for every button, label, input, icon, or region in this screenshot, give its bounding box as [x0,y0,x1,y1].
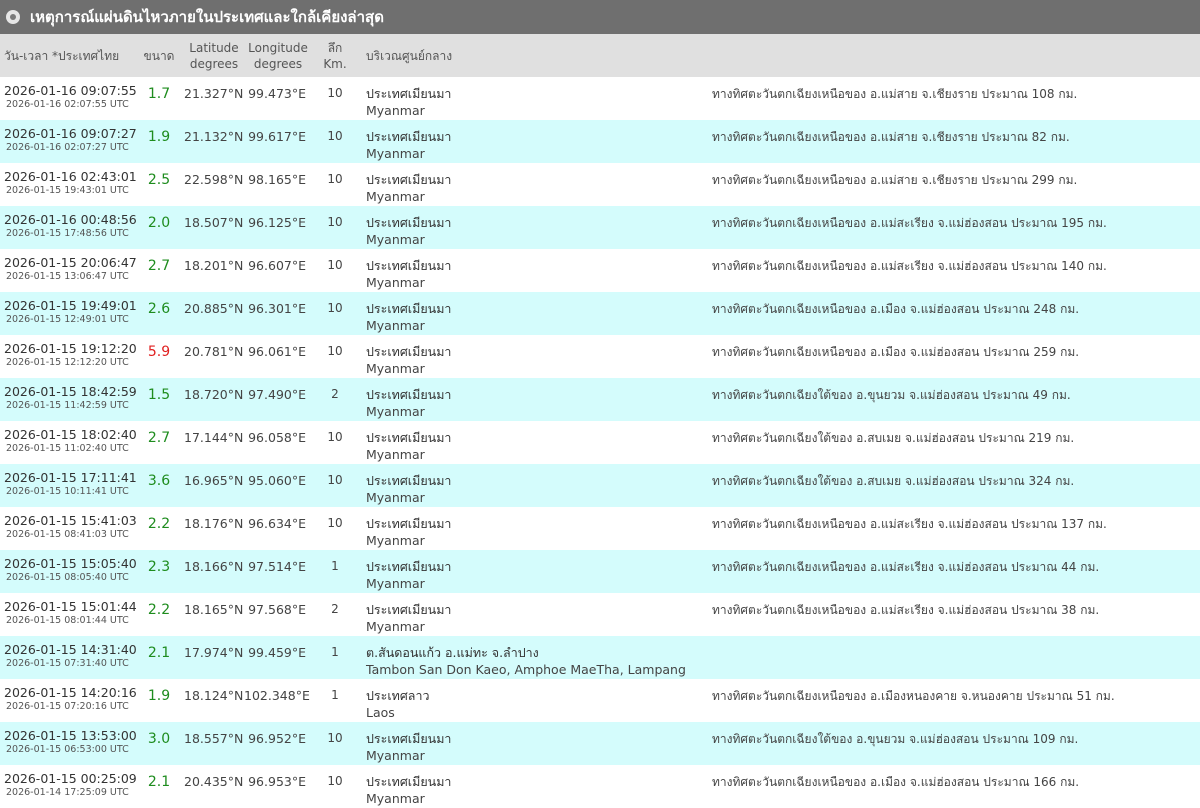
depth-cell: 2 [331,387,339,401]
region-english: Laos [366,705,395,720]
utc-time: 2026-01-15 12:49:01 UTC [6,314,129,325]
magnitude-value: 3.6 [147,473,171,489]
region-thai: ประเทศเมียนมา [366,774,452,789]
region-cell [358,249,712,292]
region-english: Myanmar [366,576,425,591]
datetime-cell [0,292,137,335]
col-magnitude: ขนาด [143,48,175,63]
depth-cell: 10 [327,86,343,100]
local-time: 2026-01-15 18:42:59 [4,384,137,399]
region-cell [358,77,712,120]
depth-cell: 2 [331,602,339,616]
longitude-cell: 99.473°E [248,86,306,101]
longitude-cell: 99.459°E [248,645,306,660]
direction-cell: ทางทิศตะวันตกเฉียงเหนือของ อ.แม่สะเรียง จ.แม่ฮ่องสอน ประมาณ 195 กม. [712,216,1107,230]
table-row[interactable] [0,206,1200,249]
utc-time: 2026-01-16 02:07:27 UTC [6,142,129,153]
latitude-cell: 18.166°N [184,559,244,574]
col-region: บริเวณศูนย์กลาง [366,48,453,63]
magnitude-cell [134,292,184,335]
region-cell [358,163,712,206]
region-english: Myanmar [366,447,425,462]
direction-cell: ทางทิศตะวันตกเฉียงเหนือของ อ.เมืองหนองคาย จ.หนองคาย ประมาณ 51 กม. [712,689,1115,703]
local-time: 2026-01-15 18:02:40 [4,427,137,442]
local-time: 2026-01-15 13:53:00 [4,728,137,743]
latitude-cell: 18.507°N [184,215,244,230]
magnitude-value: 2.2 [147,602,171,618]
magnitude-value: 2.5 [147,172,171,188]
direction-cell: ทางทิศตะวันตกเฉียงเหนือของ อ.แม่สะเรียง จ.แม่ฮ่องสอน ประมาณ 140 กม. [712,259,1107,273]
table-row[interactable] [0,507,1200,550]
table-row[interactable] [0,335,1200,378]
region-thai: ประเทศเมียนมา [366,387,452,402]
magnitude-value: 1.9 [147,688,171,704]
longitude-cell: 97.514°E [248,559,306,574]
page-title: เหตุการณ์แผ่นดินไหวภายในประเทศและใกล้เคียงล่าสุด [30,8,384,26]
magnitude-value: 2.6 [147,301,171,317]
magnitude-cell [134,765,184,808]
table-row[interactable] [0,636,1200,679]
local-time: 2026-01-16 09:07:55 [4,83,137,98]
local-time: 2026-01-15 20:06:47 [4,255,137,270]
datetime-cell [0,249,137,292]
region-cell [358,292,712,335]
col-latitude [184,34,244,77]
magnitude-cell [134,679,184,722]
magnitude-value: 1.7 [147,86,171,102]
direction-cell: ทางทิศตะวันตกเฉียงเหนือของ อ.แม่สะเรียง จ.แม่ฮ่องสอน ประมาณ 137 กม. [712,517,1107,531]
depth-cell: 10 [327,172,343,186]
table-row[interactable] [0,593,1200,636]
longitude-cell: 96.953°E [248,774,306,789]
magnitude-value: 2.0 [147,215,171,231]
col-longitude-line2: degrees [253,56,303,71]
magnitude-value: 2.7 [147,258,171,274]
region-english: Myanmar [366,619,425,634]
local-time: 2026-01-15 19:12:20 [4,341,137,356]
depth-cell: 10 [327,301,343,315]
datetime-cell [0,593,137,636]
region-cell [358,722,712,765]
region-english: Myanmar [366,361,425,376]
magnitude-cell [134,77,184,120]
latitude-cell: 18.201°N [184,258,244,273]
region-cell [358,378,712,421]
longitude-cell: 96.125°E [248,215,306,230]
depth-cell: 10 [327,344,343,358]
region-cell [358,593,712,636]
magnitude-value: 2.1 [147,774,171,790]
utc-time: 2026-01-15 08:05:40 UTC [6,572,129,583]
datetime-cell [0,550,137,593]
direction-cell: ทางทิศตะวันตกเฉียงเหนือของ อ.แม่สะเรียง จ.แม่ฮ่องสอน ประมาณ 38 กม. [712,603,1100,617]
direction-cell: ทางทิศตะวันตกเฉียงเหนือของ อ.แม่สาย จ.เชียงราย ประมาณ 108 กม. [712,87,1078,101]
utc-time: 2026-01-15 12:12:20 UTC [6,357,129,368]
latitude-cell: 16.965°N [184,473,244,488]
region-thai: ประเทศเมียนมา [366,258,452,273]
table-row[interactable] [0,765,1200,808]
region-english: Myanmar [366,533,425,548]
region-english: Tambon San Don Kaeo, Amphoe MaeTha, Lampang [366,662,686,677]
col-latitude-line1: Latitude [189,40,239,55]
table-row[interactable] [0,120,1200,163]
magnitude-value: 3.0 [147,731,171,747]
utc-time: 2026-01-15 19:43:01 UTC [6,185,129,196]
datetime-cell [0,636,137,679]
region-thai: ประเทศเมียนมา [366,430,452,445]
longitude-cell: 95.060°E [248,473,306,488]
table-row[interactable] [0,77,1200,120]
local-time: 2026-01-15 00:25:09 [4,771,137,786]
table-row[interactable] [0,163,1200,206]
datetime-cell [0,722,137,765]
region-cell [358,507,712,550]
col-depth [312,34,358,77]
magnitude-cell [134,378,184,421]
region-thai: ประเทศเมียนมา [366,602,452,617]
latitude-cell: 17.974°N [184,645,244,660]
latitude-cell: 18.720°N [184,387,244,402]
region-thai: ประเทศเมียนมา [366,344,452,359]
datetime-cell [0,421,137,464]
magnitude-cell [134,163,184,206]
depth-cell: 10 [327,129,343,143]
table-row[interactable] [0,292,1200,335]
direction-cell: ทางทิศตะวันตกเฉียงใต้ของ อ.ขุนยวม จ.แม่ฮ่องสอน ประมาณ 109 กม. [712,732,1079,746]
depth-cell: 10 [327,215,343,229]
table-body [0,77,1200,808]
table-row[interactable] [0,679,1200,722]
utc-time: 2026-01-15 07:20:16 UTC [6,701,129,712]
region-thai: ประเทศลาว [366,688,430,703]
region-thai: ประเทศเมียนมา [366,129,452,144]
local-time: 2026-01-16 00:48:56 [4,212,137,227]
utc-time: 2026-01-16 02:07:55 UTC [6,99,129,110]
region-thai: ประเทศเมียนมา [366,559,452,574]
depth-cell: 10 [327,430,343,444]
latitude-cell: 18.165°N [184,602,244,617]
region-cell [358,550,712,593]
local-time: 2026-01-15 15:05:40 [4,556,137,571]
col-longitude [244,34,312,77]
region-cell [358,120,712,163]
col-longitude-line1: Longitude [248,40,308,55]
region-cell [358,421,712,464]
region-thai: ประเทศเมียนมา [366,301,452,316]
magnitude-value: 2.2 [147,516,171,532]
col-datetime: วัน-เวลา *ประเทศไทย [4,48,120,63]
table-row[interactable] [0,722,1200,765]
utc-time: 2026-01-14 17:25:09 UTC [6,787,129,798]
longitude-cell: 96.634°E [248,516,306,531]
col-latitude-line2: degrees [189,56,239,71]
magnitude-cell [134,550,184,593]
direction-cell: ทางทิศตะวันตกเฉียงใต้ของ อ.สบเมย จ.แม่ฮ่องสอน ประมาณ 219 กม. [712,431,1075,445]
datetime-cell [0,378,137,421]
direction-cell: ทางทิศตะวันตกเฉียงเหนือของ อ.แม่สะเรียง จ.แม่ฮ่องสอน ประมาณ 44 กม. [712,560,1100,574]
region-thai: ประเทศเมียนมา [366,86,452,101]
depth-cell: 10 [327,473,343,487]
region-english: Myanmar [366,318,425,333]
page-header [0,0,1200,34]
depth-cell: 10 [327,774,343,788]
utc-time: 2026-01-15 11:02:40 UTC [6,443,129,454]
region-english: Myanmar [366,275,425,290]
table-row[interactable] [0,550,1200,593]
magnitude-value: 2.3 [147,559,171,575]
longitude-cell: 96.301°E [248,301,306,316]
region-cell [358,636,712,679]
direction-cell: ทางทิศตะวันตกเฉียงใต้ของ อ.ขุนยวม จ.แม่ฮ่องสอน ประมาณ 49 กม. [712,388,1071,402]
utc-time: 2026-01-15 13:06:47 UTC [6,271,129,282]
latitude-cell: 18.176°N [184,516,244,531]
longitude-cell: 98.165°E [248,172,306,187]
direction-cell: ทางทิศตะวันตกเฉียงใต้ของ อ.สบเมย จ.แม่ฮ่องสอน ประมาณ 324 กม. [712,474,1075,488]
local-time: 2026-01-15 14:31:40 [4,642,137,657]
utc-time: 2026-01-15 07:31:40 UTC [6,658,129,669]
latitude-cell: 18.557°N [184,731,244,746]
longitude-cell: 96.952°E [248,731,306,746]
local-time: 2026-01-15 17:11:41 [4,470,137,485]
earthquake-table [0,34,1200,808]
region-english: Myanmar [366,791,425,806]
datetime-cell [0,120,137,163]
datetime-cell [0,765,137,808]
table-row[interactable] [0,249,1200,292]
direction-cell: ทางทิศตะวันตกเฉียงเหนือของ อ.แม่สาย จ.เชียงราย ประมาณ 299 กม. [712,173,1078,187]
depth-cell: 10 [327,258,343,272]
magnitude-cell [134,507,184,550]
table-row[interactable] [0,378,1200,421]
bullet-icon [6,10,20,24]
magnitude-value: 1.5 [147,387,171,403]
local-time: 2026-01-15 15:01:44 [4,599,137,614]
region-cell [358,679,712,722]
region-thai: ประเทศเมียนมา [366,215,452,230]
region-english: Myanmar [366,146,425,161]
magnitude-cell [134,249,184,292]
col-depth-line2: Km. [323,56,347,71]
utc-time: 2026-01-15 08:01:44 UTC [6,615,129,626]
longitude-cell: 99.617°E [248,129,306,144]
datetime-cell [0,507,137,550]
local-time: 2026-01-15 14:20:16 [4,685,137,700]
magnitude-cell [134,120,184,163]
table-row[interactable] [0,421,1200,464]
table-row[interactable] [0,464,1200,507]
magnitude-value: 2.7 [147,430,171,446]
depth-cell: 10 [327,516,343,530]
longitude-cell: 97.490°E [248,387,306,402]
direction-cell: ทางทิศตะวันตกเฉียงเหนือของ อ.แม่สาย จ.เชียงราย ประมาณ 82 กม. [712,130,1070,144]
latitude-cell: 20.435°N [184,774,244,789]
region-english: Myanmar [366,404,425,419]
col-direction [712,34,1200,77]
col-depth-line1: ลึก [327,40,343,55]
direction-cell: ทางทิศตะวันตกเฉียงเหนือของ อ.เมือง จ.แม่ฮ่องสอน ประมาณ 259 กม. [712,345,1080,359]
depth-cell: 1 [331,688,339,702]
local-time: 2026-01-15 19:49:01 [4,298,137,313]
utc-time: 2026-01-15 17:48:56 UTC [6,228,129,239]
longitude-cell: 97.568°E [248,602,306,617]
datetime-cell [0,464,137,507]
longitude-cell: 102.348°E [244,688,310,703]
region-thai: ต.สันดอนแก้ว อ.แม่ทะ จ.ลำปาง [366,645,539,660]
datetime-cell [0,206,137,249]
direction-cell: ทางทิศตะวันตกเฉียงเหนือของ อ.เมือง จ.แม่ฮ่องสอน ประมาณ 248 กม. [712,302,1080,316]
magnitude-cell [134,722,184,765]
magnitude-cell [134,636,184,679]
datetime-cell [0,163,137,206]
local-time: 2026-01-16 02:43:01 [4,169,137,184]
region-thai: ประเทศเมียนมา [366,516,452,531]
depth-cell: 10 [327,731,343,745]
local-time: 2026-01-16 09:07:27 [4,126,137,141]
region-cell [358,765,712,808]
region-cell [358,464,712,507]
region-thai: ประเทศเมียนมา [366,172,452,187]
utc-time: 2026-01-15 10:11:41 UTC [6,486,129,497]
latitude-cell: 20.885°N [184,301,244,316]
datetime-cell [0,335,137,378]
magnitude-cell [134,464,184,507]
magnitude-cell [134,593,184,636]
region-english: Myanmar [366,232,425,247]
magnitude-value: 1.9 [147,129,171,145]
latitude-cell: 21.132°N [184,129,244,144]
utc-time: 2026-01-15 08:41:03 UTC [6,529,129,540]
region-thai: ประเทศเมียนมา [366,731,452,746]
region-english: Myanmar [366,189,425,204]
region-english: Myanmar [366,103,425,118]
depth-cell: 1 [331,645,339,659]
direction-cell [712,636,1200,679]
utc-time: 2026-01-15 11:42:59 UTC [6,400,129,411]
region-thai: ประเทศเมียนมา [366,473,452,488]
latitude-cell: 22.598°N [184,172,244,187]
longitude-cell: 96.058°E [248,430,306,445]
utc-time: 2026-01-15 06:53:00 UTC [6,744,129,755]
depth-cell: 1 [331,559,339,573]
region-english: Myanmar [366,490,425,505]
direction-cell: ทางทิศตะวันตกเฉียงเหนือของ อ.เมือง จ.แม่ฮ่องสอน ประมาณ 166 กม. [712,775,1080,789]
longitude-cell: 96.607°E [248,258,306,273]
latitude-cell: 18.124°N [184,688,244,703]
region-english: Myanmar [366,748,425,763]
magnitude-value: 5.9 [147,344,171,360]
magnitude-value: 2.1 [147,645,171,661]
latitude-cell: 21.327°N [184,86,244,101]
datetime-cell [0,679,137,722]
magnitude-cell [134,206,184,249]
magnitude-cell [134,335,184,378]
latitude-cell: 17.144°N [184,430,244,445]
longitude-cell: 96.061°E [248,344,306,359]
region-cell [358,206,712,249]
magnitude-cell [134,421,184,464]
table-header [0,34,1200,77]
region-cell [358,335,712,378]
datetime-cell [0,77,137,120]
local-time: 2026-01-15 15:41:03 [4,513,137,528]
latitude-cell: 20.781°N [184,344,244,359]
